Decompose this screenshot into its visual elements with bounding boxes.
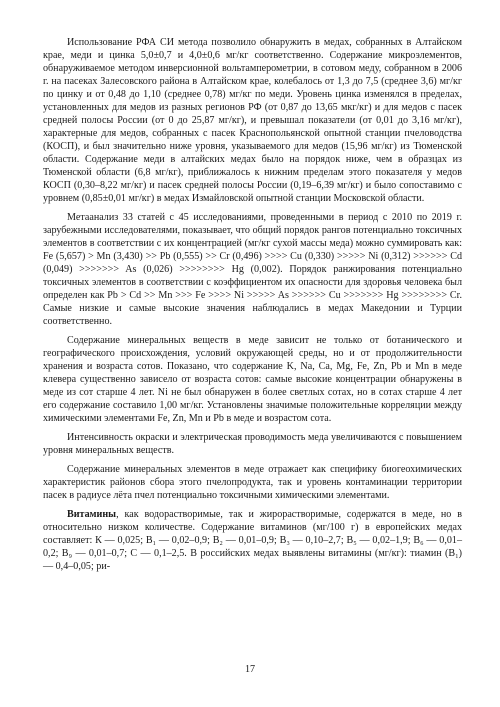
- paragraph-color-conductivity: [43, 431, 462, 457]
- body-text: [43, 36, 462, 573]
- paragraph-biogeochemical: [43, 463, 462, 502]
- paragraph-3-text: Содержание минеральных веществ в меде зависит не только от ботанического и географического происхождения, условий окружающей среды, но и от продолжительности хранения и возраста сотов. Показано, что содержание K, Na, Ca, Mg, Fe, Zn, Pb и Mn в меде клевера существенно зависело от возраста сотов: самые высокие концентрации обнаружены в меде из сот старше 4 лет. Ni не был обнаружен в более светлых сотах, но в сотах старше 4 лет его содержание составило 1,00 мг/кг. Установлены значимые положительные корреляции между химическими элементами Fe, Zn, Mn и Pb в меде и возрастом сота.: [43, 335, 462, 424]
- paragraph-meta-analysis: [43, 211, 462, 328]
- page-number: 17: [244, 664, 256, 675]
- paragraph-5-text: Содержание минеральных элементов в меде отражает как специфику биогеохимических характеристик районов сбора этого пчелопродукта, так и уровень контаминации территории пасек в радиусе лёта пчел потенциально токсичными химическими элементами.: [43, 464, 462, 501]
- paragraph-6-text: , как водорастворимые, так и жирорастворимые, содержатся в меде, но в относительно низком количестве. Содержание витаминов (мг/100 г) в европейских медах составляет: К — 0,025; B₁ — 0,02–0,9; B₂ — 0,01–0,9; B₃ — 0,10–2,7; B₅ — 0,02–1,9; B₆ — 0,01–0,2; B₉ — 0,01–0,7; C — 0,1–2,5. В российских медах выявлены витамины (мг/кг): тиамин (B₁) — 0,4–0,05; ри-: [43, 509, 462, 572]
- paragraph-xrf-microelements: [43, 36, 462, 205]
- paragraph-1-text: Использование РФА СИ метода позволило обнаружить в медах, собранных в Алтайском крае, меди и цинка 5,0±0,7 и 4,0±0,6 мг/кг соответственно. Содержание микроэлементов, обнаруживаемое методом инверсионной вольтамперометрии, в сотовом меду, собранном в 2006 г. на пасеках Залесовского района в Алтайском крае, колебалось от 1,3 до 7,5 (среднее 3,6) мг/кг по цинку и от 0,48 до 1,10 (среднее 0,78) мг/кг по меди. Уровень цинка изменялся в пределах, установленных для медов из разных регионов РФ (от 0,87 до 13,65 мкг/кг) и для медов с пасек средней полосы России (от 0 до 25,87 мг/кг), и превышал показатели (от 0,01 до 3,16 мг/кг), характерные для медов, собранных с пасек Краснопольянской опытной станции пчеловодства (КОСП), и был значительно ниже уровня, указываемого для медов (15,96 мг/кг) из Тюменской области. Содержание меди в алтайских медах было на порядок ниже, чем в образцах из Тюменской области (6,8 мг/кг), приближалось к нижним пределам этого показателя у медов КОСП (0,30–8,22 мг/кг) и пасек средней полосы России (0,19–6,39 мг/кг) и было сопоставимо с уровнем (0,85±0,01 мг/кг) в медах Измайловской опытной станции Московской области.: [43, 37, 462, 204]
- paragraph-mineral-content: [43, 334, 462, 425]
- paragraph-vitamins: [43, 508, 462, 573]
- paragraph-4-text: Интенсивность окраски и электрическая проводимость меда увеличиваются с повышением уровня минеральных веществ.: [43, 432, 462, 456]
- vitamins-heading: Витамины: [67, 509, 117, 520]
- paragraph-2-text: Метаанализ 33 статей с 45 исследованиями, проведенными в период с 2010 по 2019 г. зарубежными исследователями, показывает, что общий порядок рангов потенциально токсичных элементов в соответствии с их концентрацией (мг/кг сухой массы меда) можно суммировать как: Fe (5,657) > Mn (3,430) >> Pb (0,555) >> Cr (0,496) >>>> Cu (0,330) >>>>> Ni (0,312) >>>>>> Cd (0,049) >>>>>>> As (0,026) >>>>>>>> Hg (0,002). Порядок ранжирования потенциально токсичных элементов в соответствии с коэффициентом их опасности для здоровья человека был определен как Pb > Cd >> Mn >>> Fe >>>> Ni >>>>> As >>>>>> Cu >>>>>>> Hg >>>>>>>> Cr. Самые низкие и самые высокие значения наблюдались в медах Македонии и Турции соответственно.: [43, 212, 462, 327]
